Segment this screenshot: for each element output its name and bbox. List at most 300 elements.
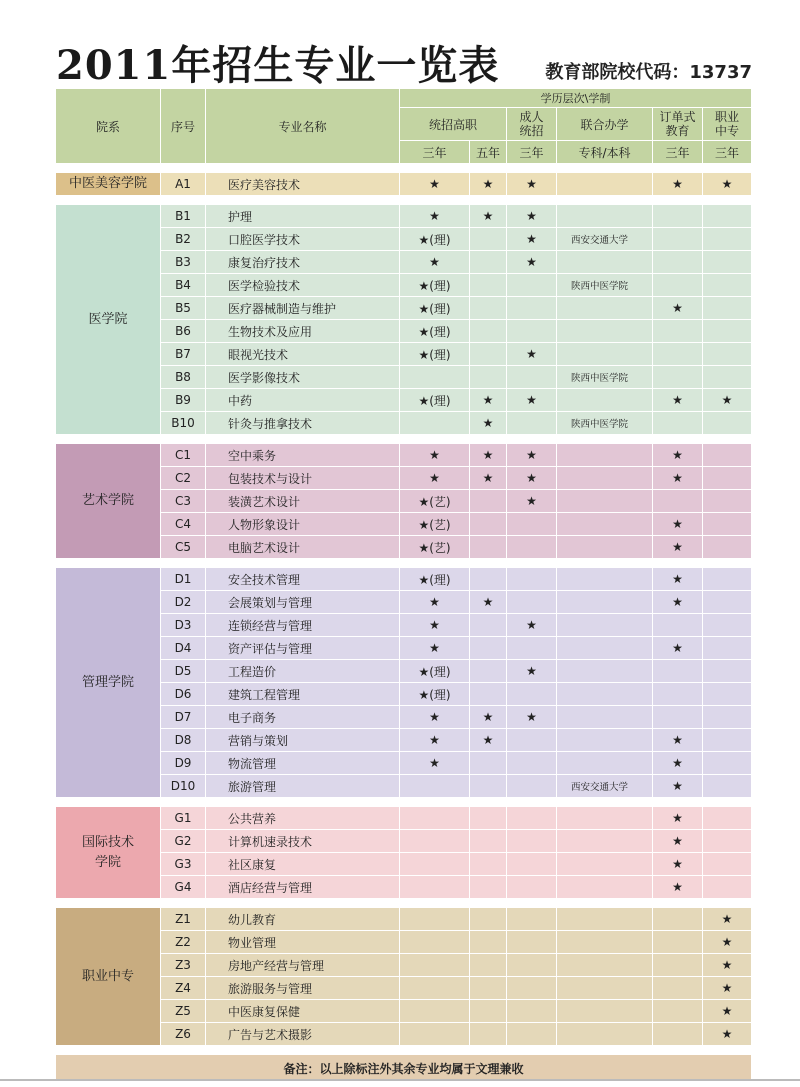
- chengren-3yr-cell: [507, 931, 557, 954]
- header-zhiye: 职业中专: [703, 108, 752, 141]
- zhiye-3yr-cell: [703, 343, 752, 366]
- school-code: 教育部院校代码：13737: [545, 62, 752, 83]
- zhiye-3yr-cell: [703, 320, 752, 343]
- dingdan-3yr-cell: ★: [653, 467, 703, 490]
- tongzhao-3yr-cell: ★: [400, 591, 470, 614]
- chengren-3yr-cell: [507, 274, 557, 297]
- chengren-3yr-cell: [507, 752, 557, 775]
- tongzhao-5yr-cell: [470, 830, 507, 853]
- seq-cell: B10: [161, 412, 206, 435]
- chengren-3yr-cell: ★: [507, 706, 557, 729]
- seq-cell: D10: [161, 775, 206, 798]
- group-separator: [56, 164, 752, 173]
- table-row: [56, 412, 752, 435]
- table-row: [56, 1000, 752, 1023]
- chengren-3yr-cell: ★: [507, 660, 557, 683]
- tongzhao-3yr-cell: ★: [400, 444, 470, 467]
- table-row: [56, 366, 752, 389]
- lianhe-cell: [557, 343, 653, 366]
- dingdan-3yr-cell: ★: [653, 830, 703, 853]
- tongzhao-3yr-cell: ★: [400, 729, 470, 752]
- separator-cell: [56, 798, 752, 807]
- zhiye-3yr-cell: [703, 807, 752, 830]
- tongzhao-5yr-cell: [470, 614, 507, 637]
- lianhe-cell: [557, 205, 653, 228]
- zhiye-3yr-cell: [703, 205, 752, 228]
- header-lianhe: 联合办学: [557, 108, 653, 141]
- lianhe-cell: 陕西中医学院: [557, 366, 653, 389]
- zhiye-3yr-cell: [703, 706, 752, 729]
- major-name-cell: 电子商务: [206, 706, 400, 729]
- seq-cell: G3: [161, 853, 206, 876]
- dingdan-3yr-cell: ★: [653, 173, 703, 196]
- dept-cell: 艺术学院: [56, 444, 161, 559]
- tongzhao-5yr-cell: [470, 366, 507, 389]
- seq-cell: Z3: [161, 954, 206, 977]
- lianhe-cell: [557, 752, 653, 775]
- zhiye-3yr-cell: [703, 536, 752, 559]
- major-name-cell: 医学影像技术: [206, 366, 400, 389]
- tongzhao-3yr-cell: [400, 954, 470, 977]
- dingdan-3yr-cell: [653, 614, 703, 637]
- table-row: [56, 729, 752, 752]
- table-row: [56, 614, 752, 637]
- table-row: [56, 274, 752, 297]
- zhiye-3yr-cell: [703, 513, 752, 536]
- major-name-cell: 护理: [206, 205, 400, 228]
- major-name-cell: 广告与艺术摄影: [206, 1023, 400, 1046]
- seq-cell: Z1: [161, 908, 206, 931]
- major-name-cell: 医疗美容技术: [206, 173, 400, 196]
- table-row: [56, 205, 752, 228]
- tongzhao-5yr-cell: [470, 660, 507, 683]
- tongzhao-3yr-cell: ★: [400, 251, 470, 274]
- group-separator: [56, 559, 752, 568]
- lianhe-cell: [557, 706, 653, 729]
- tongzhao-5yr-cell: [470, 513, 507, 536]
- zhiye-3yr-cell: [703, 228, 752, 251]
- tongzhao-3yr-cell: [400, 931, 470, 954]
- tongzhao-5yr-cell: [470, 228, 507, 251]
- zhiye-3yr-cell: [703, 614, 752, 637]
- major-name-cell: 安全技术管理: [206, 568, 400, 591]
- lianhe-cell: [557, 660, 653, 683]
- table-header: [56, 89, 752, 164]
- tongzhao-5yr-cell: ★: [470, 729, 507, 752]
- header-san4: 三年: [703, 141, 752, 164]
- table-row: [56, 931, 752, 954]
- bottom-rule: [0, 1079, 800, 1081]
- header-seq: 序号: [161, 89, 206, 164]
- table-row: [56, 251, 752, 274]
- major-name-cell: 营销与策划: [206, 729, 400, 752]
- seq-cell: G4: [161, 876, 206, 899]
- dingdan-3yr-cell: [653, 366, 703, 389]
- dept-cell: 国际技术学院: [56, 807, 161, 899]
- header-zhuanke: 专科/本科: [557, 141, 653, 164]
- header-wu: 五年: [470, 141, 507, 164]
- lianhe-cell: [557, 513, 653, 536]
- dept-cell: 医学院: [56, 205, 161, 435]
- seq-cell: B8: [161, 366, 206, 389]
- zhiye-3yr-cell: [703, 297, 752, 320]
- zhiye-3yr-cell: ★: [703, 173, 752, 196]
- major-name-cell: 医疗器械制造与维护: [206, 297, 400, 320]
- zhiye-3yr-cell: [703, 853, 752, 876]
- major-name-cell: 眼视光技术: [206, 343, 400, 366]
- tongzhao-5yr-cell: [470, 637, 507, 660]
- table-row: [56, 389, 752, 412]
- chengren-3yr-cell: ★: [507, 490, 557, 513]
- dingdan-3yr-cell: ★: [653, 444, 703, 467]
- dingdan-3yr-cell: ★: [653, 729, 703, 752]
- major-name-cell: 口腔医学技术: [206, 228, 400, 251]
- seq-cell: B9: [161, 389, 206, 412]
- tongzhao-5yr-cell: ★: [470, 591, 507, 614]
- dingdan-3yr-cell: ★: [653, 389, 703, 412]
- tongzhao-3yr-cell: ★: [400, 467, 470, 490]
- dingdan-3yr-cell: [653, 908, 703, 931]
- lianhe-cell: [557, 931, 653, 954]
- note-text: 备注：以上除标注外其余专业均属于文理兼收: [56, 1055, 752, 1082]
- tongzhao-5yr-cell: ★: [470, 389, 507, 412]
- dingdan-3yr-cell: ★: [653, 297, 703, 320]
- dingdan-3yr-cell: [653, 274, 703, 297]
- tongzhao-5yr-cell: [470, 320, 507, 343]
- tongzhao-5yr-cell: [470, 876, 507, 899]
- seq-cell: D8: [161, 729, 206, 752]
- lianhe-cell: [557, 954, 653, 977]
- lianhe-cell: [557, 876, 653, 899]
- chengren-3yr-cell: ★: [507, 614, 557, 637]
- group-separator: [56, 899, 752, 908]
- chengren-3yr-cell: [507, 853, 557, 876]
- table-row: [56, 660, 752, 683]
- major-name-cell: 建筑工程管理: [206, 683, 400, 706]
- major-name-cell: 针灸与推拿技术: [206, 412, 400, 435]
- lianhe-cell: [557, 1023, 653, 1046]
- dingdan-3yr-cell: ★: [653, 513, 703, 536]
- seq-cell: B5: [161, 297, 206, 320]
- dingdan-3yr-cell: [653, 490, 703, 513]
- seq-cell: B7: [161, 343, 206, 366]
- tongzhao-5yr-cell: [470, 490, 507, 513]
- chengren-3yr-cell: ★: [507, 251, 557, 274]
- seq-cell: C1: [161, 444, 206, 467]
- seq-cell: C2: [161, 467, 206, 490]
- major-name-cell: 公共营养: [206, 807, 400, 830]
- seq-cell: Z4: [161, 977, 206, 1000]
- seq-cell: D3: [161, 614, 206, 637]
- major-name-cell: 中医康复保健: [206, 1000, 400, 1023]
- header-dingdan: 订单式教育: [653, 108, 703, 141]
- zhiye-3yr-cell: [703, 683, 752, 706]
- tongzhao-3yr-cell: ★: [400, 614, 470, 637]
- major-name-cell: 会展策划与管理: [206, 591, 400, 614]
- chengren-3yr-cell: [507, 977, 557, 1000]
- chengren-3yr-cell: [507, 807, 557, 830]
- table-row: [56, 297, 752, 320]
- tongzhao-3yr-cell: ★(理): [400, 274, 470, 297]
- chengren-3yr-cell: [507, 513, 557, 536]
- zhiye-3yr-cell: [703, 876, 752, 899]
- seq-cell: D2: [161, 591, 206, 614]
- seq-cell: G1: [161, 807, 206, 830]
- majors-table: [55, 88, 752, 1082]
- tongzhao-3yr-cell: ★(理): [400, 343, 470, 366]
- group-separator: [56, 196, 752, 205]
- tongzhao-3yr-cell: ★(理): [400, 228, 470, 251]
- zhiye-3yr-cell: ★: [703, 908, 752, 931]
- seq-cell: Z2: [161, 931, 206, 954]
- table-row: [56, 706, 752, 729]
- dingdan-3yr-cell: ★: [653, 807, 703, 830]
- lianhe-cell: [557, 536, 653, 559]
- tongzhao-3yr-cell: [400, 977, 470, 1000]
- tongzhao-3yr-cell: [400, 807, 470, 830]
- lianhe-cell: [557, 251, 653, 274]
- seq-cell: B4: [161, 274, 206, 297]
- lianhe-cell: [557, 614, 653, 637]
- seq-cell: C3: [161, 490, 206, 513]
- dingdan-3yr-cell: [653, 683, 703, 706]
- note-row: [56, 1055, 752, 1082]
- seq-cell: C4: [161, 513, 206, 536]
- chengren-3yr-cell: [507, 876, 557, 899]
- table-row: [56, 343, 752, 366]
- zhiye-3yr-cell: [703, 467, 752, 490]
- tongzhao-5yr-cell: [470, 977, 507, 1000]
- seq-cell: G2: [161, 830, 206, 853]
- zhiye-3yr-cell: [703, 251, 752, 274]
- separator-cell: [56, 196, 752, 205]
- seq-cell: A1: [161, 173, 206, 196]
- chengren-3yr-cell: [507, 637, 557, 660]
- major-name-cell: 人物形象设计: [206, 513, 400, 536]
- tongzhao-5yr-cell: ★: [470, 205, 507, 228]
- major-name-cell: 旅游管理: [206, 775, 400, 798]
- tongzhao-3yr-cell: [400, 1000, 470, 1023]
- chengren-3yr-cell: [507, 1000, 557, 1023]
- lianhe-cell: [557, 490, 653, 513]
- table-row: [56, 591, 752, 614]
- seq-cell: Z6: [161, 1023, 206, 1046]
- dingdan-3yr-cell: ★: [653, 536, 703, 559]
- header-major: 专业名称: [206, 89, 400, 164]
- table-row: [56, 513, 752, 536]
- tongzhao-3yr-cell: [400, 908, 470, 931]
- lianhe-cell: [557, 297, 653, 320]
- dingdan-3yr-cell: ★: [653, 591, 703, 614]
- dingdan-3yr-cell: [653, 320, 703, 343]
- lianhe-cell: [557, 637, 653, 660]
- tongzhao-5yr-cell: [470, 536, 507, 559]
- header-level-group: 学历层次\学制: [400, 89, 752, 108]
- table-row: [56, 637, 752, 660]
- tongzhao-5yr-cell: [470, 251, 507, 274]
- page-title: 2011年招生专业一览表: [56, 42, 500, 89]
- tongzhao-5yr-cell: [470, 343, 507, 366]
- tongzhao-5yr-cell: ★: [470, 706, 507, 729]
- major-name-cell: 连锁经营与管理: [206, 614, 400, 637]
- major-name-cell: 房地产经营与管理: [206, 954, 400, 977]
- tongzhao-5yr-cell: [470, 274, 507, 297]
- major-name-cell: 酒店经营与管理: [206, 876, 400, 899]
- table-row: [56, 807, 752, 830]
- lianhe-cell: [557, 830, 653, 853]
- table-row: [56, 954, 752, 977]
- tongzhao-3yr-cell: ★: [400, 752, 470, 775]
- tongzhao-3yr-cell: ★: [400, 173, 470, 196]
- zhiye-3yr-cell: ★: [703, 931, 752, 954]
- table-row: [56, 490, 752, 513]
- tongzhao-3yr-cell: ★(理): [400, 660, 470, 683]
- lianhe-cell: [557, 568, 653, 591]
- zhiye-3yr-cell: [703, 660, 752, 683]
- chengren-3yr-cell: ★: [507, 173, 557, 196]
- tongzhao-5yr-cell: [470, 568, 507, 591]
- tongzhao-3yr-cell: [400, 853, 470, 876]
- zhiye-3yr-cell: ★: [703, 977, 752, 1000]
- seq-cell: D4: [161, 637, 206, 660]
- chengren-3yr-cell: [507, 775, 557, 798]
- tongzhao-3yr-cell: [400, 412, 470, 435]
- table-row: [56, 977, 752, 1000]
- seq-cell: B3: [161, 251, 206, 274]
- tongzhao-3yr-cell: [400, 876, 470, 899]
- dingdan-3yr-cell: ★: [653, 637, 703, 660]
- table-row: [56, 853, 752, 876]
- zhiye-3yr-cell: [703, 637, 752, 660]
- major-name-cell: 康复治疗技术: [206, 251, 400, 274]
- dingdan-3yr-cell: [653, 228, 703, 251]
- lianhe-cell: 陕西中医学院: [557, 274, 653, 297]
- dingdan-3yr-cell: [653, 706, 703, 729]
- table-row: [56, 830, 752, 853]
- zhiye-3yr-cell: ★: [703, 1023, 752, 1046]
- table-row: [56, 876, 752, 899]
- zhiye-3yr-cell: [703, 729, 752, 752]
- lianhe-cell: [557, 1000, 653, 1023]
- zhiye-3yr-cell: ★: [703, 1000, 752, 1023]
- header-tongzhao: 统招高职: [400, 108, 507, 141]
- tongzhao-3yr-cell: ★(艺): [400, 490, 470, 513]
- chengren-3yr-cell: [507, 568, 557, 591]
- tongzhao-5yr-cell: [470, 1000, 507, 1023]
- dingdan-3yr-cell: ★: [653, 568, 703, 591]
- tongzhao-3yr-cell: ★(理): [400, 297, 470, 320]
- separator-cell: [56, 164, 752, 173]
- major-name-cell: 工程造价: [206, 660, 400, 683]
- separator-cell: [56, 899, 752, 908]
- chengren-3yr-cell: [507, 729, 557, 752]
- tongzhao-3yr-cell: ★: [400, 205, 470, 228]
- major-name-cell: 装潢艺术设计: [206, 490, 400, 513]
- major-name-cell: 电脑艺术设计: [206, 536, 400, 559]
- major-name-cell: 资产评估与管理: [206, 637, 400, 660]
- lianhe-cell: 西安交通大学: [557, 775, 653, 798]
- seq-cell: B2: [161, 228, 206, 251]
- lianhe-cell: [557, 591, 653, 614]
- dingdan-3yr-cell: ★: [653, 876, 703, 899]
- chengren-3yr-cell: [507, 1023, 557, 1046]
- header-san3: 三年: [653, 141, 703, 164]
- zhiye-3yr-cell: [703, 490, 752, 513]
- zhiye-3yr-cell: [703, 591, 752, 614]
- zhiye-3yr-cell: [703, 366, 752, 389]
- seq-cell: B6: [161, 320, 206, 343]
- tongzhao-3yr-cell: ★(理): [400, 320, 470, 343]
- major-name-cell: 物业管理: [206, 931, 400, 954]
- table-row: [56, 228, 752, 251]
- dingdan-3yr-cell: [653, 660, 703, 683]
- chengren-3yr-cell: [507, 297, 557, 320]
- header-san1: 三年: [400, 141, 470, 164]
- tongzhao-3yr-cell: ★(理): [400, 389, 470, 412]
- tongzhao-5yr-cell: ★: [470, 173, 507, 196]
- lianhe-cell: [557, 683, 653, 706]
- table-body: [56, 164, 752, 1055]
- table-row: [56, 320, 752, 343]
- zhiye-3yr-cell: ★: [703, 389, 752, 412]
- dingdan-3yr-cell: [653, 1000, 703, 1023]
- chengren-3yr-cell: [507, 830, 557, 853]
- table-row: [56, 536, 752, 559]
- major-name-cell: 包装技术与设计: [206, 467, 400, 490]
- lianhe-cell: [557, 908, 653, 931]
- zhiye-3yr-cell: [703, 444, 752, 467]
- dingdan-3yr-cell: ★: [653, 752, 703, 775]
- lianhe-cell: [557, 729, 653, 752]
- dingdan-3yr-cell: ★: [653, 853, 703, 876]
- tongzhao-5yr-cell: [470, 297, 507, 320]
- header-san2: 三年: [507, 141, 557, 164]
- group-separator: [56, 435, 752, 444]
- dingdan-3yr-cell: ★: [653, 775, 703, 798]
- chengren-3yr-cell: ★: [507, 467, 557, 490]
- tongzhao-5yr-cell: [470, 931, 507, 954]
- tongzhao-5yr-cell: [470, 954, 507, 977]
- table-row: [56, 752, 752, 775]
- table-row: [56, 908, 752, 931]
- chengren-3yr-cell: [507, 683, 557, 706]
- chengren-3yr-cell: [507, 412, 557, 435]
- tongzhao-3yr-cell: ★(艺): [400, 513, 470, 536]
- zhiye-3yr-cell: [703, 752, 752, 775]
- major-name-cell: 旅游服务与管理: [206, 977, 400, 1000]
- major-name-cell: 幼儿教育: [206, 908, 400, 931]
- separator-cell: [56, 1046, 752, 1055]
- major-name-cell: 空中乘务: [206, 444, 400, 467]
- tongzhao-5yr-cell: ★: [470, 444, 507, 467]
- table-row: [56, 467, 752, 490]
- dingdan-3yr-cell: [653, 251, 703, 274]
- chengren-3yr-cell: [507, 908, 557, 931]
- header-dept: 院系: [56, 89, 161, 164]
- table-row: [56, 683, 752, 706]
- major-name-cell: 中药: [206, 389, 400, 412]
- table-row: [56, 173, 752, 196]
- table-row: [56, 444, 752, 467]
- dept-cell: 中医美容学院: [56, 173, 161, 196]
- tongzhao-3yr-cell: [400, 366, 470, 389]
- dingdan-3yr-cell: [653, 977, 703, 1000]
- zhiye-3yr-cell: [703, 412, 752, 435]
- major-name-cell: 物流管理: [206, 752, 400, 775]
- zhiye-3yr-cell: [703, 830, 752, 853]
- chengren-3yr-cell: ★: [507, 205, 557, 228]
- lianhe-cell: [557, 320, 653, 343]
